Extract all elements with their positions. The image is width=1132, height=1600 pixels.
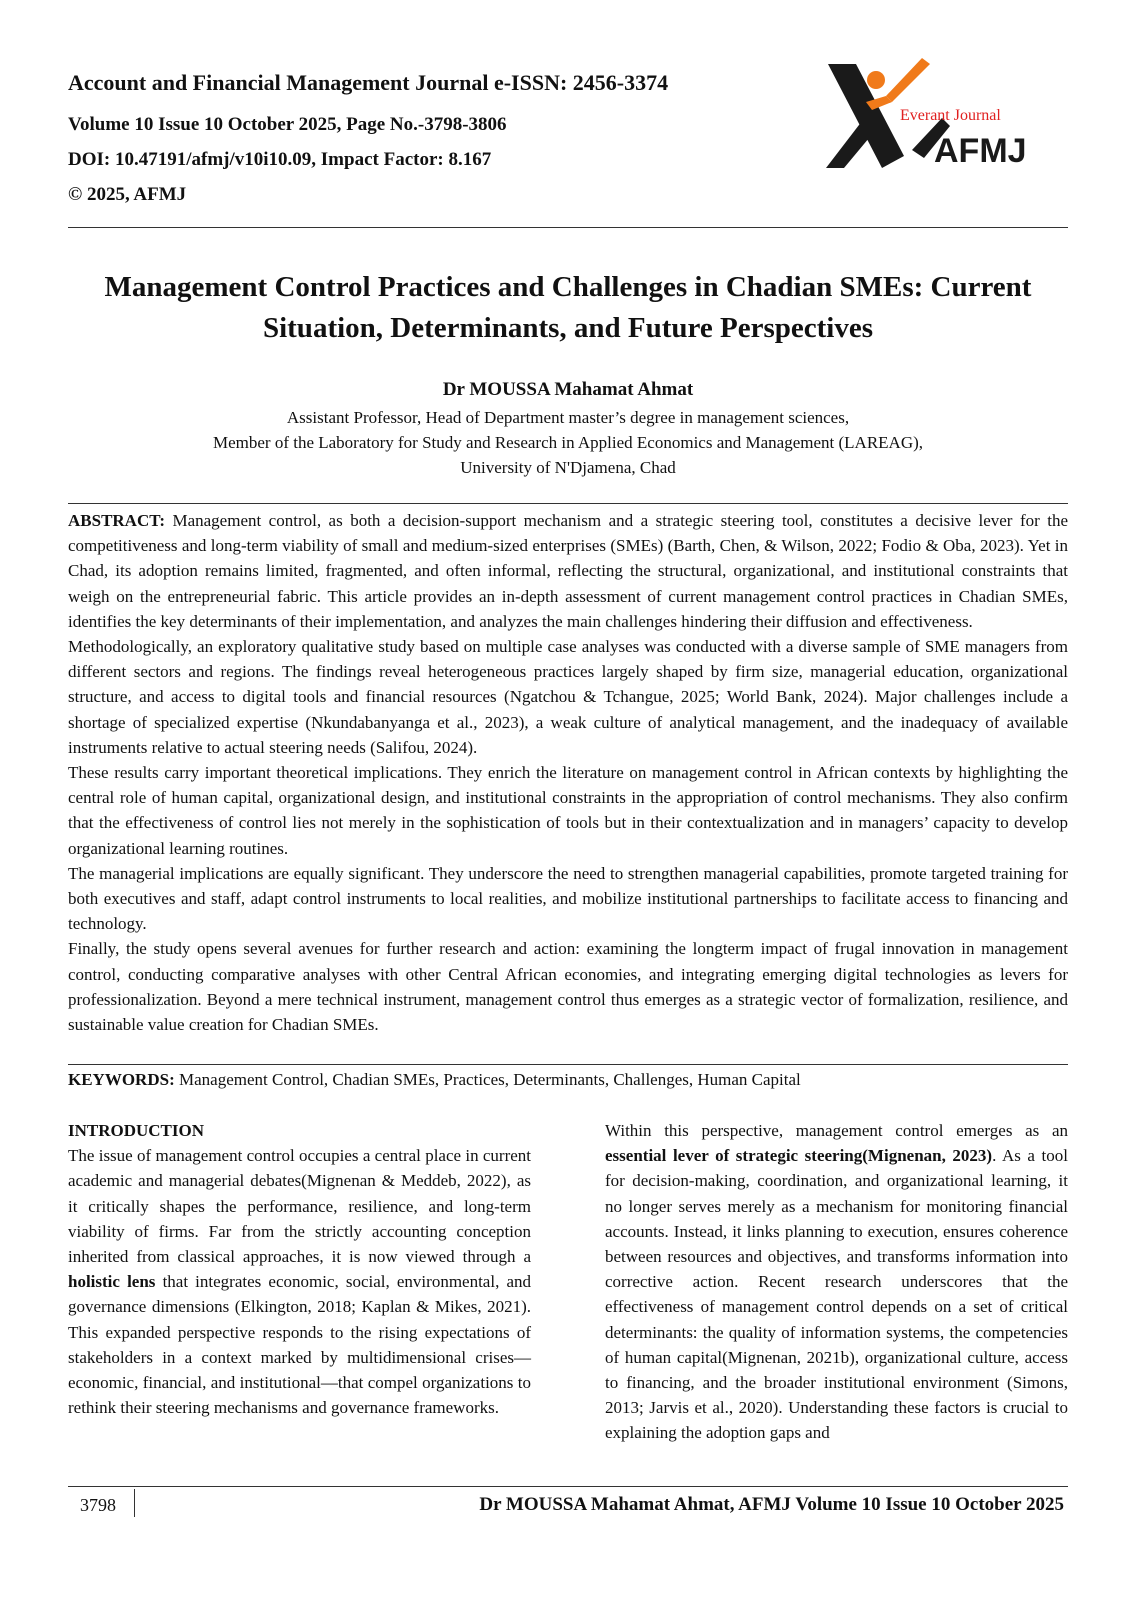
keywords-label: KEYWORDS: xyxy=(68,1070,175,1089)
abstract-paragraph: These results carry important theoretical implications. They enrich the literature on management control in African contexts by highlighting the central role of human capital, organizational design, and institutional constraints in the appropriation of control mechanisms. They also confirm that the effectiveness of control lies not merely in the sophistication of tools but in their contextualization and in managers’ capacity to develop organizational learning routines. xyxy=(68,763,1068,858)
abstract-paragraph: Finally, the study opens several avenues for further research and action: examining the longterm impact of frugal innovation in management control, conducting comparative analyses with other Central African economies, and integrating emerging digital technologies as levers for professionalization. Beyond a mere technical instrument, management control thus emerges as a strategic vector of formalization, resilience, and sustainable value creation for Chadian SMEs. xyxy=(68,939,1068,1035)
volume-info: Volume 10 Issue 10 October 2025, Page No.-3798-3806 xyxy=(68,114,507,135)
header-divider xyxy=(68,227,1068,228)
bold-term: holistic lens xyxy=(68,1272,156,1292)
keywords-divider xyxy=(68,1064,1068,1065)
doi-info: DOI: 10.47191/afmj/v10i10.09, Impact Factor: 8.167 xyxy=(68,149,492,170)
author-name: Dr MOUSSA Mahamat Ahmat xyxy=(442,379,694,400)
body-paragraph: Within this perspective, management control emerges as an essential lever of strategic steering(Mignenan, 2023). As a tool for decision-making, coordination, and organizational learning, it no longer serves merely as a mechanism for monitoring financial accounts. Instead, it links planning to execution, ensures coherence between resources and objectives, and transforms information into corrective action. Recent research underscores that the effectiveness of management control depends on a set of critical determinants: the quality of information systems, the competencies of human capital(Mignenan, 2021b), organizational culture, access to financing, and the broader institutional environment (Simons, 2013; Jarvis et al., 2020). Understanding these factors is crucial to explaining the adoption gaps and xyxy=(605,1121,1068,1443)
keywords-text: Management Control, Chadian SMEs, Practices, Determinants, Challenges, Human Capital xyxy=(178,1070,801,1089)
footer-separator xyxy=(134,1489,135,1517)
abstract-paragraph: The managerial implications are equally significant. They underscore the need to strengthen managerial capabilities, promote targeted training for both executives and staff, adapt control instruments to local realities, and mobilize institutional partnerships to facilitate access to financing and technology. xyxy=(68,863,1068,934)
abstract-top-divider xyxy=(68,503,1068,504)
section-heading: INTRODUCTION xyxy=(68,1121,205,1140)
paper-title-line: Management Control Practices and Challenges in Chadian SMEs: Current xyxy=(104,271,1032,303)
keywords xyxy=(68,1069,1068,1091)
afmj-logo-icon xyxy=(826,58,1056,198)
journal-abbrev-text: AFMJ xyxy=(934,132,1027,170)
paper-title-line: Situation, Determinants, and Future Perspectives xyxy=(262,312,874,344)
introduction-right-column xyxy=(605,1118,1068,1446)
abstract-paragraph: ABSTRACT: Management control, as both a decision-support mechanism and a strategic steering tool, constitutes a decisive lever for the competitiveness and long-term viability of small and medium-sized enterprises (SMEs) (Barth, Chen, & Wilson, 2022; Fodio & Oba, 2023). Yet in Chad, its adoption remains limited, fragmented, and often informal, reflecting the structural, organizational, and institutional constraints that weigh on the entrepreneurial fabric. This article provides an in-depth assessment of current management control practices in Chadian SMEs, identifies the key determinants of their implementation, and analyzes the main challenges hindering their diffusion and effectiveness. xyxy=(68,511,1069,631)
affiliation-line: Assistant Professor, Head of Department master’s degree in management sciences, xyxy=(286,408,850,427)
publisher-text: Everant Journal xyxy=(900,107,1001,124)
page-number: 3798 xyxy=(80,1495,116,1515)
affiliation-line: Member of the Laboratory for Study and Research in Applied Economics and Management (LAREAG), xyxy=(212,433,924,452)
introduction-left-column xyxy=(68,1118,531,1420)
affiliation-line: University of N'Djamena, Chad xyxy=(460,458,676,477)
copyright-info: © 2025, AFMJ xyxy=(68,184,187,205)
paper-title xyxy=(68,267,1068,349)
bold-term: essential lever of strategic steering(Mignenan, 2023) xyxy=(605,1146,993,1166)
body-paragraph: The issue of management control occupies a central place in current academic and managerial debates(Mignenan & Meddeb, 2022), as it critically shapes the performance, resilience, and long-term viability of firms. Far from the strictly accounting conception inherited from classical approaches, it is now viewed through a holistic lens that integrates economic, social, environmental, and governance dimensions (Elkington, 2018; Kaplan & Mikes, 2021). This expanded perspective responds to the rising expectations of stakeholders in a context marked by multidimensional crises— economic, financial, and institutional—that compel organizations to rethink their steering mechanisms and governance frameworks. xyxy=(68,1146,532,1418)
journal-title: Account and Financial Management Journal e-ISSN: 2456-3374 xyxy=(68,70,669,95)
abstract-paragraph: Methodologically, an exploratory qualitative study based on multiple case analyses was conducted with a diverse sample of SME managers from different sectors and regions. The findings reveal heterogeneous practices largely shaped by firm size, managerial education, organizational structure, and access to digital tools and financial resources (Ngatchou & Tchangue, 2025; World Bank, 2024). Major challenges include a shortage of specialized expertise (Nkundabanyanga et al., 2023), a weak culture of analytical management, and the inadequacy of available instruments relative to actual steering needs (Salifou, 2024). xyxy=(68,637,1068,757)
abstract xyxy=(68,508,1068,1037)
journal-logo xyxy=(826,58,1056,198)
running-footer: Dr MOUSSA Mahamat Ahmat, AFMJ Volume 10 Issue 10 October 2025 xyxy=(479,1494,1064,1515)
footer-divider xyxy=(68,1486,1068,1487)
abstract-label: ABSTRACT: xyxy=(68,511,165,530)
